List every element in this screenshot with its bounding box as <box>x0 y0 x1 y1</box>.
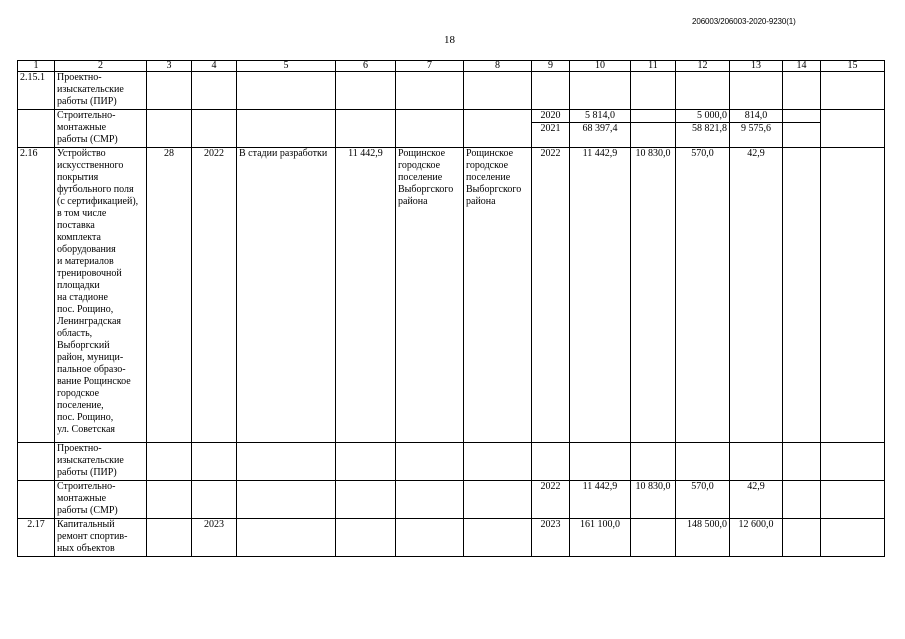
column-number: 4 <box>192 61 237 72</box>
column-number: 7 <box>396 61 464 72</box>
column-number: 8 <box>464 61 532 72</box>
total-cell: 5 814,0 <box>585 110 615 121</box>
work-type-label: Строительно- монтажные работы (СМР) <box>55 110 147 148</box>
table-row <box>18 443 885 481</box>
amount-cell: 570,0 <box>676 481 730 519</box>
column-number: 6 <box>336 61 396 72</box>
object-name: Капитальный ремонт спортив- ных объектов <box>55 519 147 557</box>
amount-cell: 58 821,8 <box>676 122 729 135</box>
column-number: 1 <box>18 61 55 72</box>
year-cell: 2022 <box>532 481 570 519</box>
customer-cell: Рощинское городское поселение Выборгского района <box>396 148 464 443</box>
total-cell: 161 100,0 <box>570 519 631 557</box>
page-number: 18 <box>444 34 455 46</box>
total-cell: 68 397,4 <box>570 122 630 135</box>
amount-cell: 42,9 <box>730 148 783 443</box>
column-number: 2 <box>55 61 147 72</box>
amount-cell: 12 600,0 <box>730 519 783 557</box>
table-row <box>18 110 885 148</box>
work-type-label: Строительно- монтажные работы (СМР) <box>55 481 147 519</box>
column-number: 10 <box>570 61 631 72</box>
amount-cell: 10 830,0 <box>631 481 676 519</box>
year-cell: 2022 <box>532 148 570 443</box>
table-row <box>18 148 885 443</box>
work-type-label: Проектно- изыскательские работы (ПИР) <box>55 443 147 481</box>
total-cell: 11 442,9 <box>570 481 631 519</box>
total-cell: 11 442,9 <box>570 148 631 443</box>
year-cell: 2021 <box>532 122 569 135</box>
amount-cell: 42,9 <box>730 481 783 519</box>
row-number: 2.17 <box>18 519 55 557</box>
column-number: 5 <box>237 61 336 72</box>
year-cell: 2022 <box>192 148 237 443</box>
column-number: 3 <box>147 61 192 72</box>
column-number: 11 <box>631 61 676 72</box>
amount-cell: 570,0 <box>676 148 730 443</box>
document-id: 206003/206003-2020-9230(1) <box>692 17 796 26</box>
amount-cell: 814,0 <box>744 110 768 121</box>
object-name: Устройство искусственного покрытия футбольного поля (с сертификацией), в том числе поставка комплекта оборудования и материалов тренировочной площадки на стадионе пос. Рощино, Ленинградская область, Выборгский район, муници- пальное образо- вание Рощинское городское поселение, пос. Рощино, ул. Советская <box>55 148 147 443</box>
amount-cell: 9 575,6 <box>730 122 782 135</box>
table-row <box>18 72 885 110</box>
budget-table <box>17 60 885 557</box>
amount-cell: 10 830,0 <box>631 148 676 443</box>
column-number: 12 <box>676 61 730 72</box>
amount-cell: 11 442,9 <box>336 148 396 443</box>
value-cell: 28 <box>147 148 192 443</box>
year-cell: 2023 <box>532 519 570 557</box>
row-number: 2.15.1 <box>18 72 55 110</box>
column-number-row <box>18 61 885 72</box>
column-number: 9 <box>532 61 570 72</box>
owner-cell: Рощинское городское поселение Выборгского района <box>464 148 532 443</box>
year-cell: 2020 <box>540 110 561 121</box>
status-cell: В стадии разработки <box>237 148 336 443</box>
table-row <box>18 481 885 519</box>
column-number: 13 <box>730 61 783 72</box>
row-number: 2.16 <box>18 148 55 443</box>
work-type-label: Проектно- изыскательские работы (ПИР) <box>55 72 147 110</box>
amount-cell: 148 500,0 <box>676 519 730 557</box>
column-number: 14 <box>783 61 821 72</box>
column-number: 15 <box>821 61 885 72</box>
year-cell: 2023 <box>192 519 237 557</box>
table-row <box>18 519 885 557</box>
amount-cell: 5 000,0 <box>697 110 727 121</box>
